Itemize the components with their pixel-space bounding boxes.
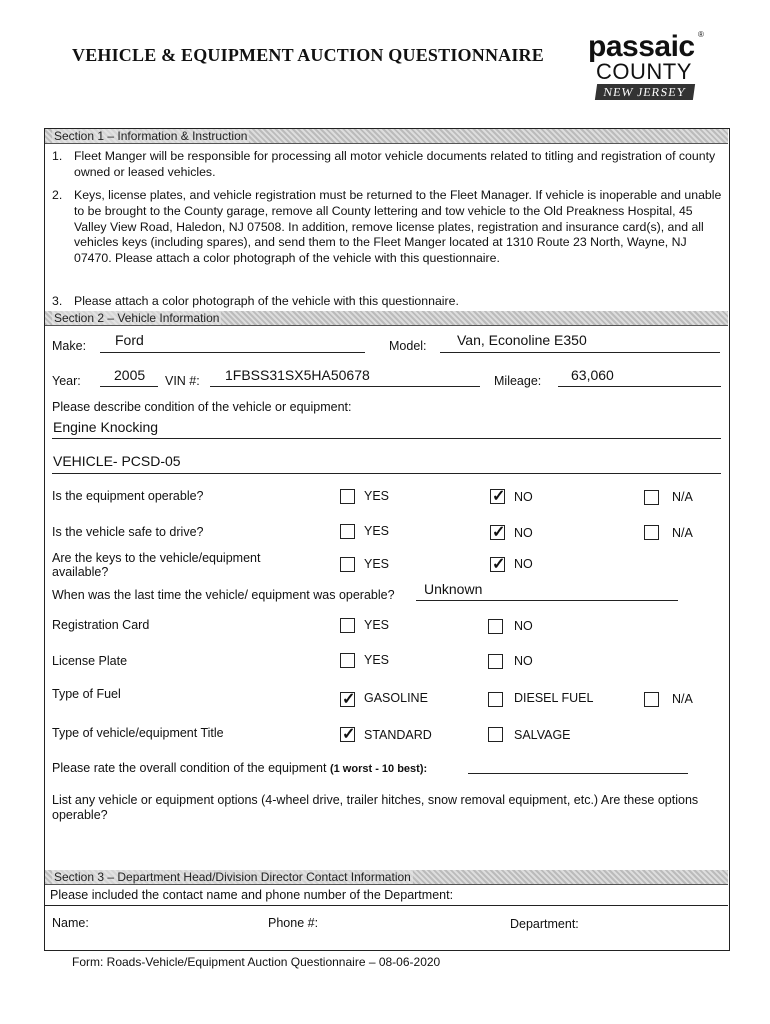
item-number: 3. [52, 294, 63, 308]
safe-na-checkbox[interactable] [644, 525, 659, 540]
operable-na-checkbox[interactable] [644, 490, 659, 505]
q-operable: Is the equipment operable? [52, 489, 204, 503]
section3-divider [45, 905, 728, 906]
mileage-line [558, 386, 721, 387]
section2-heading-band [45, 311, 728, 326]
rate-line[interactable] [468, 773, 688, 774]
form-title: VEHICLE & EQUIPMENT AUCTION QUESTIONNAIRE [72, 45, 544, 65]
safe-yes-label: YES [364, 524, 390, 538]
title-standard-label: STANDARD [364, 728, 432, 742]
section3-instruction: Please included the contact name and phone number of the Department: [50, 888, 454, 902]
make-line [100, 352, 365, 353]
vin-line [210, 386, 480, 387]
registration-yes-checkbox[interactable] [340, 618, 355, 633]
fuel-gasoline-checkbox[interactable] [340, 692, 355, 707]
item-number: 2. [52, 188, 63, 202]
section1-heading: Section 1 – Information & Instruction [54, 129, 248, 143]
plate-yes-label: YES [364, 653, 390, 667]
form-footer: Form: Roads-Vehicle/Equipment Auction Questionnaire – 08-06-2020 [72, 955, 441, 969]
q-title-type: Type of vehicle/equipment Title [52, 726, 224, 740]
section2-heading: Section 2 – Vehicle Information [54, 311, 220, 325]
registration-no-checkbox[interactable] [488, 619, 503, 634]
passaic-county-logo [586, 30, 706, 120]
fuel-na-label: N/A [672, 692, 693, 706]
title-salvage-label: SALVAGE [514, 728, 571, 742]
safe-yes-checkbox[interactable] [340, 524, 355, 539]
fuel-diesel-checkbox[interactable] [488, 692, 503, 707]
vin-label: VIN #: [165, 374, 200, 388]
keys-no-checkbox[interactable] [490, 557, 505, 572]
vin-value[interactable]: 1FBSS31SX5HA50678 [225, 367, 370, 383]
describe-line-2 [52, 473, 721, 474]
registration-no-label: NO [514, 619, 533, 633]
item-number: 1. [52, 149, 63, 163]
model-line [440, 352, 720, 353]
fuel-diesel-label: DIESEL FUEL [514, 691, 594, 705]
year-line [100, 386, 158, 387]
safe-na-label: N/A [672, 526, 693, 540]
describe-value-1[interactable]: Engine Knocking [53, 419, 159, 435]
year-label: Year: [52, 374, 81, 388]
keys-yes-checkbox[interactable] [340, 557, 355, 572]
describe-label: Please describe condition of the vehicle or equipment: [52, 400, 352, 414]
describe-value-2[interactable]: VEHICLE- PCSD-05 [53, 453, 181, 469]
last-operable-line [416, 600, 678, 601]
operable-na-label: N/A [672, 490, 693, 504]
logo-line1: passaic [588, 30, 695, 63]
make-value[interactable]: Ford [115, 332, 144, 348]
operable-no-label: NO [514, 490, 533, 504]
q-keys: Are the keys to the vehicle/equipment available? [52, 551, 261, 579]
mileage-label: Mileage: [494, 374, 542, 388]
rate-scale: (1 worst - 10 best): [329, 763, 428, 775]
describe-line-1 [52, 438, 721, 439]
q-last-operable: When was the last time the vehicle/ equipment was operable? [52, 588, 395, 602]
operable-no-checkbox[interactable] [490, 489, 505, 504]
rate-label-text: Please rate the overall condition of the equipment [52, 761, 327, 775]
q-fuel: Type of Fuel [52, 687, 121, 701]
title-standard-checkbox[interactable] [340, 727, 355, 742]
mileage-value[interactable]: 63,060 [571, 367, 614, 383]
logo-line3: NEW JERSEY [595, 84, 695, 100]
safe-no-checkbox[interactable] [490, 525, 505, 540]
fuel-gasoline-label: GASOLINE [364, 691, 428, 705]
plate-no-checkbox[interactable] [488, 654, 503, 669]
q-plate: License Plate [52, 654, 128, 668]
contact-phone-label: Phone #: [268, 916, 319, 930]
q-safe: Is the vehicle safe to drive? [52, 525, 204, 539]
make-label: Make: [52, 339, 87, 353]
keys-no-label: NO [514, 557, 533, 571]
q-registration: Registration Card [52, 618, 150, 632]
plate-yes-checkbox[interactable] [340, 653, 355, 668]
model-value[interactable]: Van, Econoline E350 [457, 332, 587, 348]
item-text: Fleet Manger will be responsible for processing all motor vehicle documents related to titling and registration of county owned or leased vehicles. [74, 149, 716, 179]
last-operable-value[interactable]: Unknown [424, 581, 483, 597]
logo-registered-mark: ® [698, 30, 704, 39]
section3-heading-band [45, 870, 728, 885]
title-salvage-checkbox[interactable] [488, 727, 503, 742]
logo-line2: COUNTY [596, 59, 692, 84]
rate-label [52, 761, 427, 775]
year-value[interactable]: 2005 [114, 367, 146, 383]
item-text: Please attach a color photograph of the vehicle with this questionnaire. [74, 294, 459, 308]
contact-name-label: Name: [52, 916, 89, 930]
operable-yes-checkbox[interactable] [340, 489, 355, 504]
safe-no-label: NO [514, 526, 533, 540]
model-label: Model: [389, 339, 427, 353]
item-text: Keys, license plates, and vehicle registration must be returned to the Fleet Manager. If vehicle is inoperable and unable to be brought to the County garage, remove all County lettering and tow vehicle to the Old Preakness Hospital, 45 Valley View Road, Haledon, NJ 07508. In addition, remove license plates, registration and insurance card(s), and all vehicles keys (including spares), and send them to the Fleet Manger located at 1310 Route 23 North, Wayne, NJ 07470. Please attach a color photograph of the vehicle with this questionnaire. [74, 188, 722, 266]
section3-heading: Section 3 – Department Head/Division Director Contact Information [54, 870, 411, 884]
plate-no-label: NO [514, 654, 533, 668]
contact-department-label: Department: [510, 917, 579, 931]
section1-heading-band [45, 129, 728, 144]
fuel-na-checkbox[interactable] [644, 692, 659, 707]
options-label: List any vehicle or equipment options (4-wheel drive, trailer hitches, snow removal equipment, etc.) Are these options operable? [52, 793, 699, 822]
keys-yes-label: YES [364, 557, 390, 571]
operable-yes-label: YES [364, 489, 390, 503]
registration-yes-label: YES [364, 618, 390, 632]
